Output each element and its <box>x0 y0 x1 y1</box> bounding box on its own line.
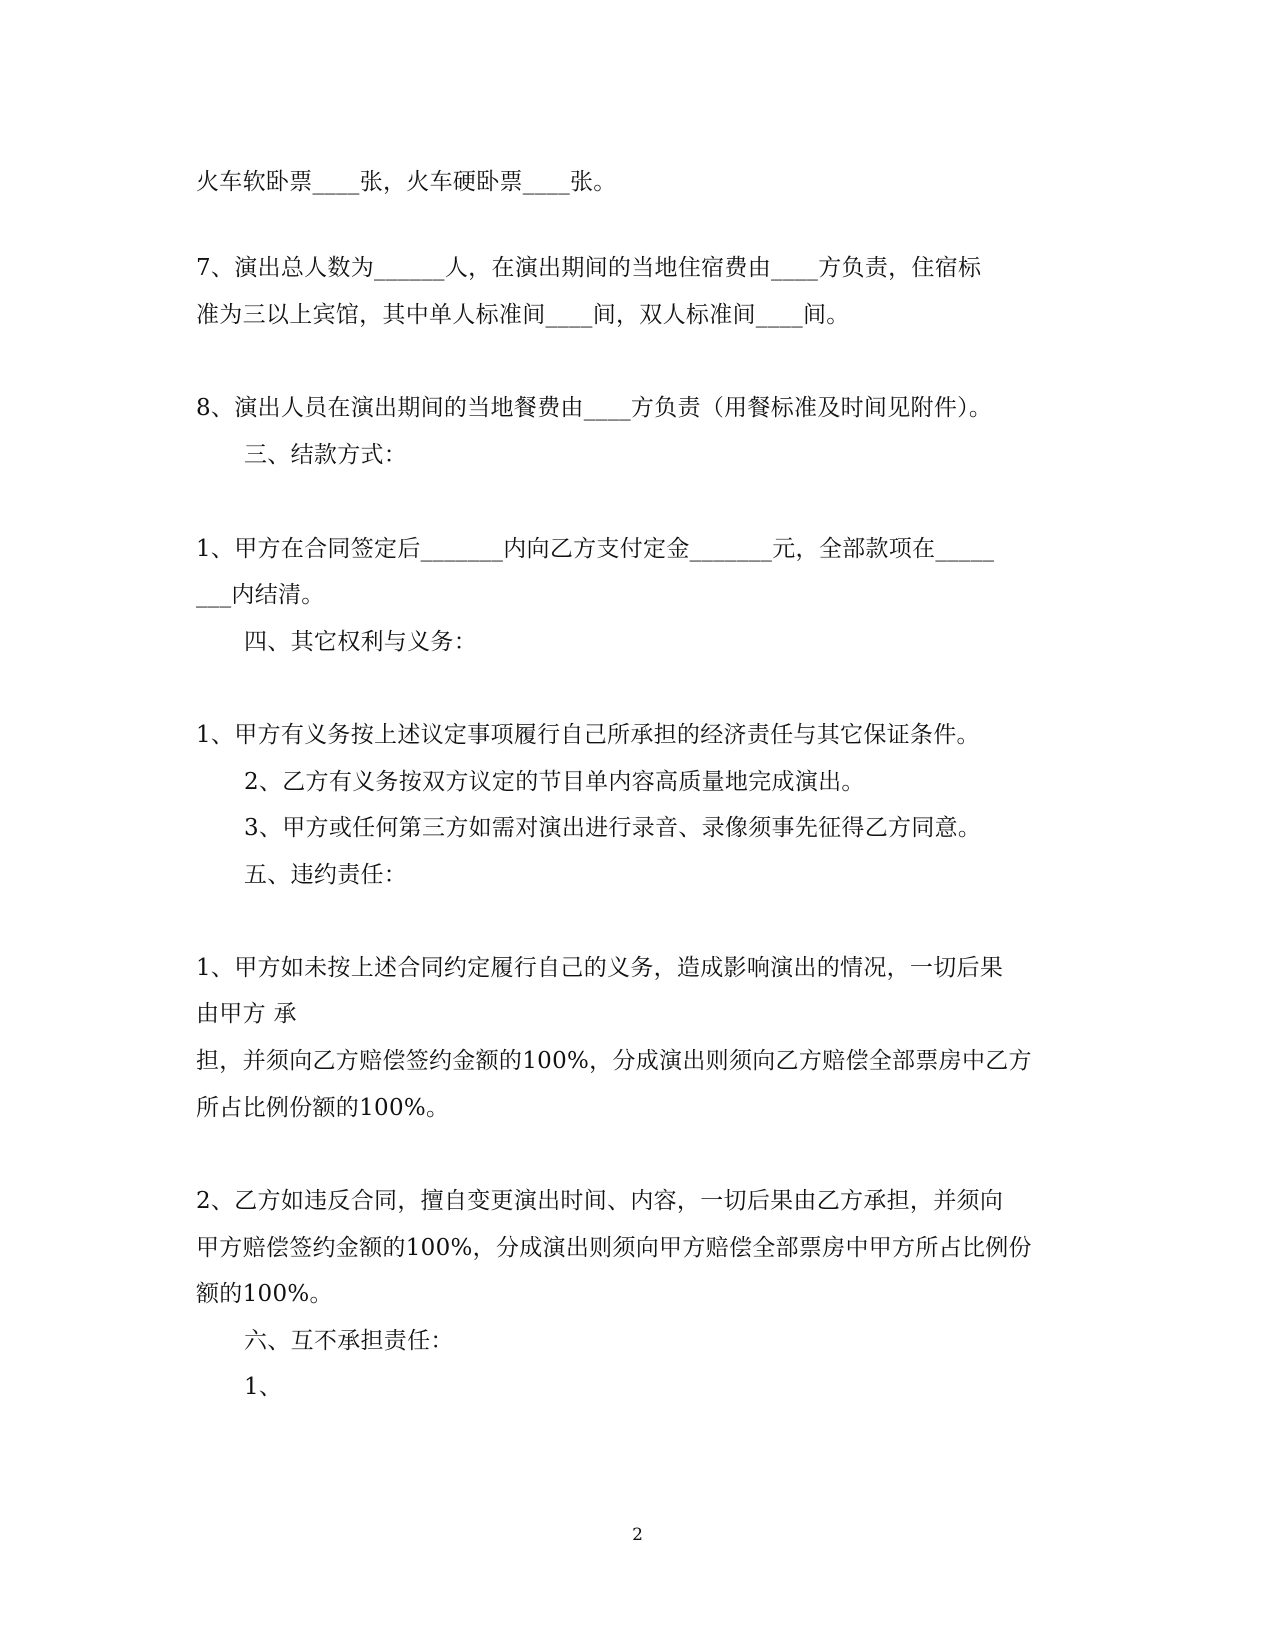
text-line-train-tickets: 火车软卧票____张，火车硬卧票____张。 <box>196 169 617 195</box>
text-line-payment-1-cont: ___内结清。 <box>196 582 325 608</box>
text-line-exemption-1: 1、 <box>244 1374 283 1400</box>
text-line-rights-3: 3、甲方或任何第三方如需对演出进行录音、录像须事先征得乙方同意。 <box>244 815 982 841</box>
section-heading-exemption: 六、互不承担责任： <box>244 1328 454 1354</box>
section-heading-payment: 三、结款方式： <box>244 442 408 468</box>
section-heading-rights-obligations: 四、其它权利与义务： <box>244 629 477 655</box>
text-line-breach-1-cont-a: 由甲方 承 <box>196 1001 297 1027</box>
text-line-clause-7: 7、演出总人数为______人，在演出期间的当地住宿费由____方负责，住宿标 <box>196 255 982 281</box>
text-line-breach-2-cont-b: 额的100%。 <box>196 1281 333 1307</box>
text-line-breach-2: 2、乙方如违反合同，擅自变更演出时间、内容，一切后果由乙方承担，并须向 <box>196 1188 1004 1214</box>
text-line-clause-8: 8、演出人员在演出期间的当地餐费由____方负责（用餐标准及时间见附件）。 <box>196 395 993 421</box>
page-number: 2 <box>632 1525 643 1545</box>
text-line-breach-1-cont-b: 担，并须向乙方赔偿签约金额的100%，分成演出则须向乙方赔偿全部票房中乙方 <box>196 1048 1032 1074</box>
text-line-breach-2-cont-a: 甲方赔偿签约金额的100%，分成演出则须向甲方赔偿全部票房中甲方所占比例份 <box>196 1235 1032 1261</box>
text-line-rights-1: 1、甲方有义务按上述议定事项履行自己所承担的经济责任与其它保证条件。 <box>196 722 980 748</box>
text-line-breach-1: 1、甲方如未按上述合同约定履行自己的义务，造成影响演出的情况，一切后果 <box>196 955 1004 981</box>
section-heading-breach: 五、违约责任： <box>244 862 408 888</box>
text-line-rights-2: 2、乙方有义务按双方议定的节目单内容高质量地完成演出。 <box>244 769 865 795</box>
text-line-clause-7-cont: 准为三以上宾馆，其中单人标准间____间，双人标准间____间。 <box>196 302 850 328</box>
text-line-breach-1-cont-c: 所占比例份额的100%。 <box>196 1095 450 1121</box>
text-line-payment-1: 1、甲方在合同签定后_______内向乙方支付定金_______元，全部款项在_____ <box>196 536 995 562</box>
